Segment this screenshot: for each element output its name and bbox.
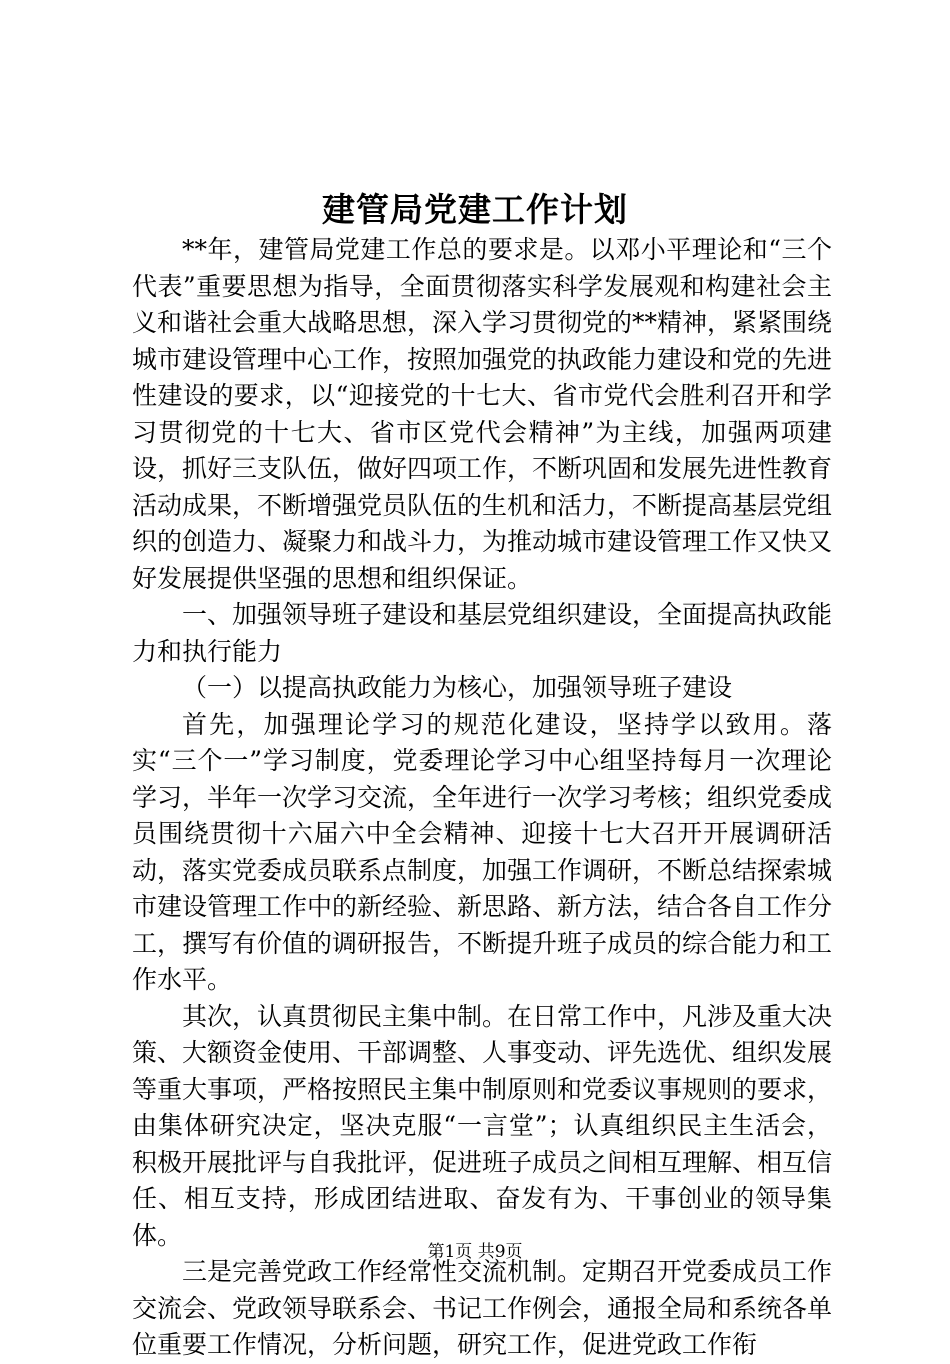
document-body [132, 232, 832, 1364]
paragraph-intro: **年，建管局党建工作总的要求是。以邓小平理论和“三个代表”重要思想为指导，全面贯彻落实科学发展观和构建社会主义和谐社会重大战略思想，深入学习贯彻党的**精神，紧紧围绕城市建设管理中心工作，按照加强党的执政能力建设和党的先进性建设的要求，以“迎接党的十七大、省市党代会胜利召开和学习贯彻党的十七大、省市区党代会精神”为主线，加强两项建设，抓好三支队伍，做好四项工作，不断巩固和发展先进性教育活动成果，不断增强党员队伍的生机和活力，不断提高基层党组织的创造力、凝聚力和战斗力，为推动城市建设管理工作又快又好发展提供坚强的思想和组织保证。 [132, 235, 833, 593]
subheading-1-1: （一）以提高执政能力为核心，加强领导班子建设 [182, 673, 733, 702]
document-title: 建管局党建工作计划 [322, 190, 628, 229]
paragraph-second: 其次，认真贯彻民主集中制。在日常工作中，凡涉及重大决策、大额资金使用、干部调整、人事变动、评先选优、组织发展等重大事项，严格按照民主集中制原则和党委议事规则的要求，由集体研究决定，坚决克服“一言堂”；认真组织民主生活会，积极开展批评与自我批评，促进班子成员之间相互理解、相互信任、相互支持，形成团结进取、奋发有为、干事创业的领导集体。 [132, 1001, 833, 1250]
paragraph-first: 首先，加强理论学习的规范化建设，坚持学以致用。落实“三个一”学习制度，党委理论学习中心组坚持每月一次理论学习，半年一次学习交流，全年进行一次学习考核；组织党委成员围绕贯彻十六届六中全会精神、迎接十七大召开开展调研活动，落实党委成员联系点制度，加强工作调研，不断总结探索城市建设管理工作中的新经验、新思路、新方法，结合各自工作分工，撰写有价值的调研报告，不断提升班子成员的综合能力和工作水平。 [132, 709, 833, 994]
heading-section-1: 一、加强领导班子建设和基层党组织建设，全面提高执政能力和执行能力 [132, 600, 833, 666]
page-number-footer: 第1页 共9页 [427, 1242, 523, 1262]
paragraph-third: 三是完善党政工作经常性交流机制。定期召开党委成员工作交流会、党政领导联系会、书记工作例会，通报全局和系统各单位重要工作情况，分析问题，研究工作，促进党政工作衔 [132, 1257, 833, 1359]
